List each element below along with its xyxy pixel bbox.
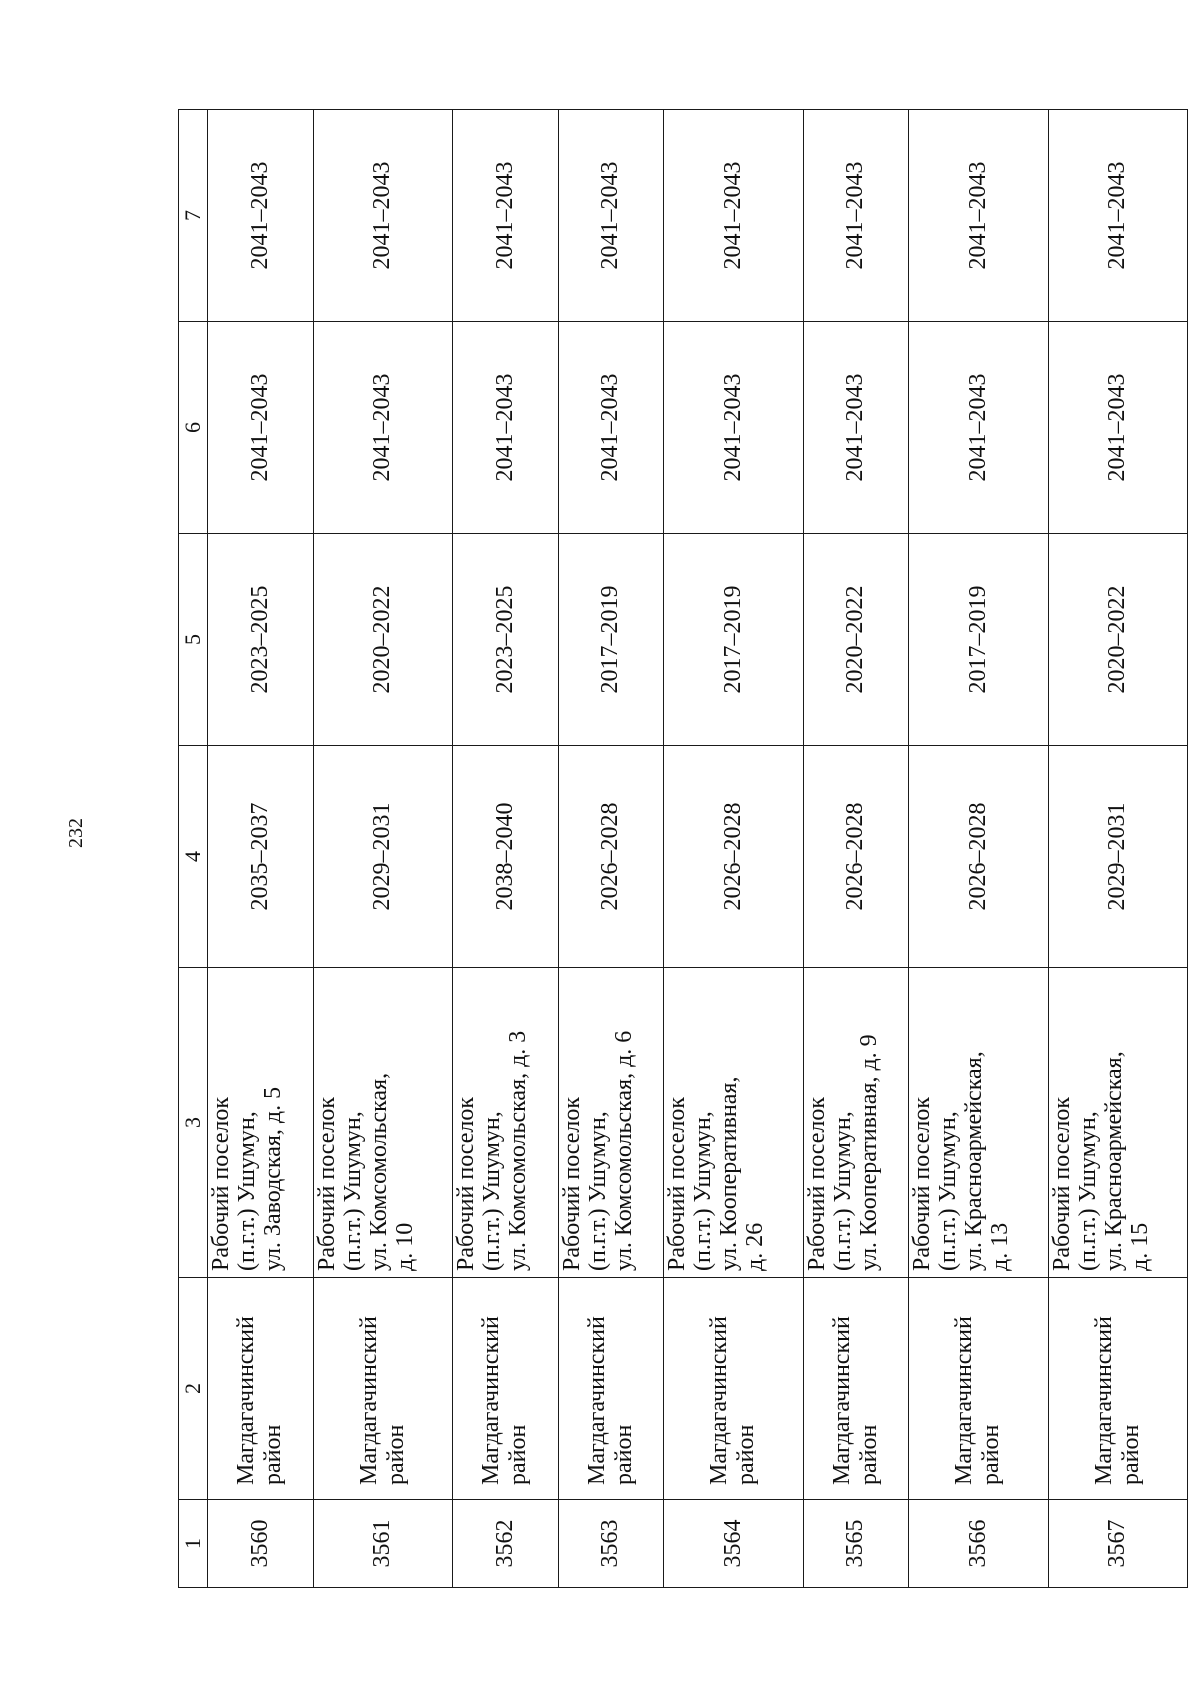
period-cell-c5: 2020–2022 bbox=[313, 534, 452, 746]
period-cell-c5: 2020–2022 bbox=[803, 534, 909, 746]
period-cell-c7: 2041–2043 bbox=[313, 110, 452, 322]
address-cell bbox=[803, 968, 909, 1278]
period-cell-c6: 2041–2043 bbox=[452, 322, 558, 534]
cell-line: Магдагачинский bbox=[478, 1316, 505, 1485]
period-cell-c4: 2026–2028 bbox=[558, 746, 664, 968]
address-cell bbox=[909, 968, 1048, 1278]
period-cell-c7: 2041–2043 bbox=[558, 110, 664, 322]
column-header: 6 bbox=[179, 322, 208, 534]
cell-line: район bbox=[382, 1424, 409, 1485]
district-cell bbox=[1048, 1278, 1188, 1500]
cell-line: Рабочий поселок bbox=[664, 1096, 691, 1271]
address-cell bbox=[313, 968, 452, 1278]
column-header: 7 bbox=[179, 110, 208, 322]
table-row bbox=[1048, 110, 1188, 1588]
table-row bbox=[208, 110, 314, 1588]
cell-line: д. 10 bbox=[391, 1222, 418, 1271]
period-cell-c6: 2041–2043 bbox=[803, 322, 909, 534]
period-cell-c6: 2041–2043 bbox=[558, 322, 664, 534]
row-number: 3561 bbox=[313, 1500, 452, 1588]
row-number: 3562 bbox=[452, 1500, 558, 1588]
cell-line: Рабочий поселок bbox=[452, 1096, 479, 1271]
row-number: 3566 bbox=[909, 1500, 1048, 1588]
cell-line: Рабочий поселок bbox=[909, 1096, 936, 1271]
column-header: 1 bbox=[179, 1500, 208, 1588]
cell-line: ул. Комсомольская, д. 6 bbox=[610, 1030, 637, 1271]
address-cell bbox=[558, 968, 664, 1278]
table-row bbox=[313, 110, 452, 1588]
cell-line: (п.г.т.) Ушумун, bbox=[1074, 1111, 1101, 1271]
period-cell-c6: 2041–2043 bbox=[909, 322, 1048, 534]
header-row bbox=[179, 110, 208, 1588]
period-cell-c7: 2041–2043 bbox=[803, 110, 909, 322]
period-cell-c6: 2041–2043 bbox=[664, 322, 803, 534]
address-cell bbox=[664, 968, 803, 1278]
column-header: 4 bbox=[179, 746, 208, 968]
cell-line: район bbox=[733, 1424, 760, 1485]
row-number: 3564 bbox=[664, 1500, 803, 1588]
cell-line: Магдагачинский bbox=[355, 1316, 382, 1485]
cell-line: Рабочий поселок bbox=[208, 1096, 234, 1271]
cell-line: ул. Красноармейская, bbox=[1100, 1051, 1127, 1271]
period-cell-c5: 2020–2022 bbox=[1048, 534, 1188, 746]
table-row bbox=[909, 110, 1048, 1588]
table-row bbox=[558, 110, 664, 1588]
table-container bbox=[178, 110, 1188, 1588]
period-cell-c7: 2041–2043 bbox=[208, 110, 314, 322]
period-cell-c4: 2029–2031 bbox=[1048, 746, 1188, 968]
page-number: 232 bbox=[65, 818, 87, 848]
cell-line: Магдагачинский bbox=[951, 1316, 978, 1485]
cell-line: район bbox=[978, 1424, 1005, 1485]
period-cell-c7: 2041–2043 bbox=[664, 110, 803, 322]
period-cell-c4: 2026–2028 bbox=[664, 746, 803, 968]
cell-line: (п.г.т.) Ушумун, bbox=[690, 1111, 717, 1271]
period-cell-c4: 2038–2040 bbox=[452, 746, 558, 968]
cell-line: (п.г.т.) Ушумун, bbox=[935, 1111, 962, 1271]
table-row bbox=[664, 110, 803, 1588]
cell-line: Рабочий поселок bbox=[803, 1096, 830, 1271]
cell-line: ул. Красноармейская, bbox=[961, 1051, 988, 1271]
cell-line: Рабочий поселок bbox=[558, 1096, 585, 1271]
address-cell bbox=[208, 968, 314, 1278]
cell-line: д. 13 bbox=[987, 1222, 1014, 1271]
cell-line: ул. Комсомольская, bbox=[365, 1072, 392, 1271]
district-cell bbox=[313, 1278, 452, 1500]
row-number: 3567 bbox=[1048, 1500, 1188, 1588]
period-cell-c4: 2029–2031 bbox=[313, 746, 452, 968]
cell-line: ул. Кооперативная, bbox=[716, 1076, 743, 1271]
row-number: 3560 bbox=[208, 1500, 314, 1588]
row-number: 3563 bbox=[558, 1500, 664, 1588]
table-row bbox=[452, 110, 558, 1588]
period-cell-c4: 2026–2028 bbox=[909, 746, 1048, 968]
district-cell bbox=[558, 1278, 664, 1500]
row-number: 3565 bbox=[803, 1500, 909, 1588]
column-header: 3 bbox=[179, 968, 208, 1278]
cell-line: д. 26 bbox=[742, 1222, 769, 1271]
period-cell-c5: 2017–2019 bbox=[909, 534, 1048, 746]
period-cell-c4: 2026–2028 bbox=[803, 746, 909, 968]
period-cell-c5: 2017–2019 bbox=[558, 534, 664, 746]
cell-line: Магдагачинский bbox=[828, 1316, 855, 1485]
period-cell-c5: 2023–2025 bbox=[452, 534, 558, 746]
cell-line: (п.г.т.) Ушумун, bbox=[234, 1111, 260, 1271]
cell-line: (п.г.т.) Ушумун, bbox=[829, 1111, 856, 1271]
cell-line: район bbox=[855, 1424, 882, 1485]
address-cell bbox=[452, 968, 558, 1278]
period-cell-c6: 2041–2043 bbox=[208, 322, 314, 534]
table-body bbox=[179, 110, 1188, 1588]
cell-line: Магдагачинский bbox=[1090, 1316, 1117, 1485]
cell-line: (п.г.т.) Ушумун, bbox=[339, 1111, 366, 1271]
cell-line: Магдагачинский bbox=[583, 1316, 610, 1485]
cell-line: д. 15 bbox=[1126, 1222, 1153, 1271]
district-cell bbox=[664, 1278, 803, 1500]
district-cell bbox=[909, 1278, 1048, 1500]
cell-line: Рабочий поселок bbox=[313, 1096, 340, 1271]
period-cell-c5: 2017–2019 bbox=[664, 534, 803, 746]
period-cell-c6: 2041–2043 bbox=[1048, 322, 1188, 534]
address-cell bbox=[1048, 968, 1188, 1278]
cell-line: район bbox=[1117, 1424, 1144, 1485]
cell-line: район bbox=[260, 1424, 287, 1485]
column-header: 2 bbox=[179, 1278, 208, 1500]
district-cell bbox=[452, 1278, 558, 1500]
cell-line: Магдагачинский bbox=[233, 1316, 260, 1485]
cell-line: Магдагачинский bbox=[706, 1316, 733, 1485]
cell-line: район bbox=[505, 1424, 532, 1485]
period-cell-c6: 2041–2043 bbox=[313, 322, 452, 534]
cell-line: ул. Кооперативная, д. 9 bbox=[855, 1034, 882, 1271]
district-cell bbox=[208, 1278, 314, 1500]
cell-line: ул. Заводская, д. 5 bbox=[260, 1086, 286, 1271]
period-cell-c7: 2041–2043 bbox=[909, 110, 1048, 322]
cell-line: район bbox=[610, 1424, 637, 1485]
district-cell bbox=[803, 1278, 909, 1500]
period-cell-c7: 2041–2043 bbox=[452, 110, 558, 322]
period-cell-c7: 2041–2043 bbox=[1048, 110, 1188, 322]
table-row bbox=[803, 110, 909, 1588]
cell-line: Рабочий поселок bbox=[1048, 1096, 1075, 1271]
cell-line: ул. Комсомольская, д. 3 bbox=[504, 1030, 531, 1271]
data-table bbox=[178, 109, 1188, 1588]
period-cell-c5: 2023–2025 bbox=[208, 534, 314, 746]
column-header: 5 bbox=[179, 534, 208, 746]
cell-line: (п.г.т.) Ушумун, bbox=[478, 1111, 505, 1271]
cell-line: (п.г.т.) Ушумун, bbox=[584, 1111, 611, 1271]
period-cell-c4: 2035–2037 bbox=[208, 746, 314, 968]
